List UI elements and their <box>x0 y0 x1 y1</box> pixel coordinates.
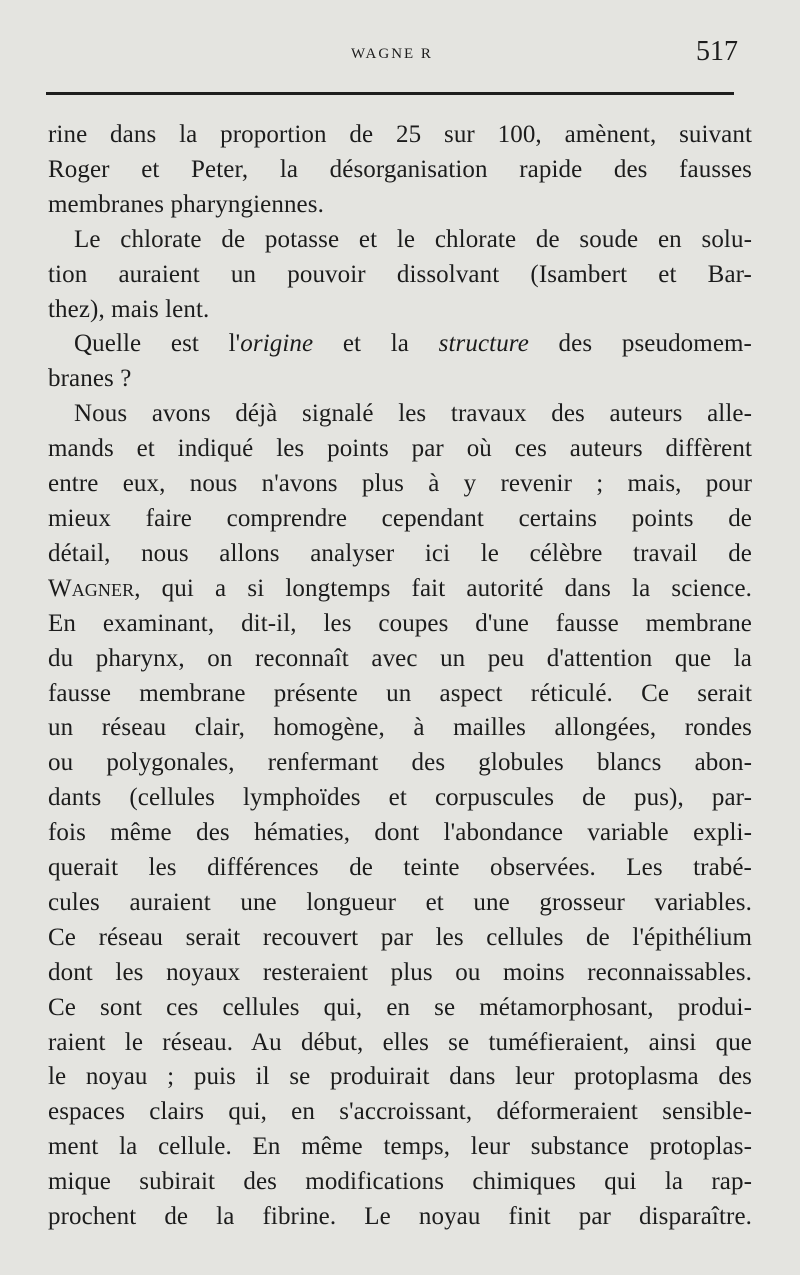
text-line: espaces clairs qui, en s'accroissant, déformeraient sensible- <box>48 1098 752 1126</box>
body-text <box>48 118 752 1235</box>
text-line: mands et indiqué les points par où ces auteurs diffèrent <box>48 435 752 463</box>
text-line: Roger et Peter, la désorganisation rapide des fausses <box>48 155 752 183</box>
text-run: , qui a si longtemps fait autorité dans la science. <box>134 574 752 602</box>
emphasis-origine: origine <box>240 330 314 358</box>
text-line: mique subirait des modifications chimiques qui la rap- <box>48 1168 752 1196</box>
text-line: fois même des hématies, dont l'abondance variable expli- <box>48 819 752 847</box>
page-number: 517 <box>696 36 738 67</box>
header-rule <box>46 92 734 95</box>
text-line: le noyau ; puis il se produirait dans leur protoplasma des <box>48 1063 752 1091</box>
text-line: Ce sont ces cellules qui, en se métamorphosant, produi- <box>48 993 752 1021</box>
text-line: tion auraient un pouvoir dissolvant (Isambert et Bar- <box>48 260 752 288</box>
text-line: rine dans la proportion de 25 sur 100, amènent, suivant <box>48 121 752 148</box>
text-line: dants (cellules lymphoïdes et corpuscules de pus), par- <box>48 784 752 812</box>
text-line: prochent de la fibrine. Le noyau finit par disparaître. <box>48 1203 752 1231</box>
text-line: dont les noyaux resteraient plus ou moins reconnaissables. <box>48 958 752 986</box>
text-line: du pharynx, on reconnaît avec un peu d'attention que la <box>48 644 752 672</box>
text-line <box>48 572 752 607</box>
emphasis-structure: structure <box>438 330 529 358</box>
text-line <box>48 327 752 362</box>
text-line: fausse membrane présente un aspect réticulé. Ce serait <box>48 679 752 707</box>
text-line: Ce réseau serait recouvert par les cellules de l'épithélium <box>48 923 752 951</box>
text-line: querait les différences de teinte observées. Les trabé- <box>48 854 752 882</box>
text-line: un réseau clair, homogène, à mailles allongées, rondes <box>48 714 752 742</box>
running-head: WAGNE R <box>351 46 433 62</box>
text-line: Nous avons déjà signalé les travaux des auteurs alle- <box>74 400 752 428</box>
text-run: Quelle est l' <box>74 330 241 358</box>
text-line: mieux faire comprendre cependant certains points de <box>48 504 752 532</box>
text-line: thez), mais lent. <box>48 295 210 323</box>
page-header <box>46 32 738 72</box>
author-name-smallcaps: Wagner <box>48 574 135 602</box>
text-line: ou polygonales, renfermant des globules blancs abon- <box>48 749 752 777</box>
text-line: raient le réseau. Au début, elles se tuméfieraient, ainsi que <box>48 1028 752 1056</box>
text-line: Le chlorate de potasse et le chlorate de soude en solu- <box>74 225 752 253</box>
text-line: branes ? <box>48 365 132 393</box>
text-line: cules auraient une longueur et une grosseur variables. <box>48 888 752 916</box>
text-run: et la <box>313 330 439 358</box>
text-line: En examinant, dit-il, les coupes d'une fausse membrane <box>48 609 752 637</box>
text-run: des pseudomem- <box>528 330 752 358</box>
text-line: membranes pharyngiennes. <box>48 190 324 218</box>
text-line: ment la cellule. En même temps, leur substance protoplas- <box>48 1133 752 1161</box>
text-line: entre eux, nous n'avons plus à y revenir ; mais, pour <box>48 470 752 498</box>
text-line: détail, nous allons analyser ici le célèbre travail de <box>48 539 752 567</box>
